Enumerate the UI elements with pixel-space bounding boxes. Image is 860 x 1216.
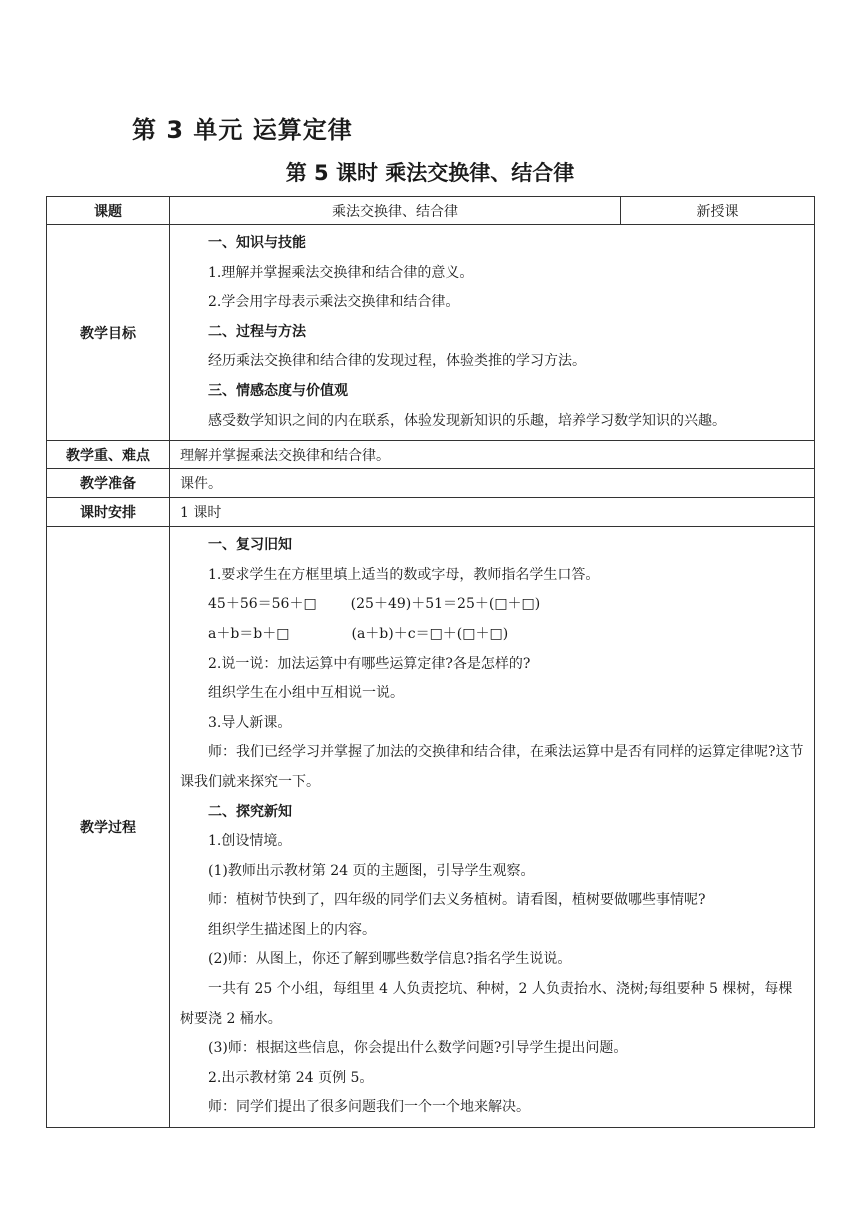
- lesson-title: 第 5 课时 乘法交换律、结合律: [285, 161, 575, 185]
- label-topic: 课题: [47, 197, 170, 225]
- unit-title: 第 3 单元 运算定律: [132, 116, 353, 144]
- goals-heading-1: 一、知识与技能: [208, 235, 306, 251]
- process-line-6: 1.创设情境。: [208, 833, 292, 850]
- process-heading-1: 一、复习旧知: [208, 537, 292, 554]
- process-heading-2: 二、探究新知: [208, 803, 292, 820]
- equation-row-2: [180, 620, 806, 650]
- label-prep: 教学准备: [47, 469, 170, 498]
- equation-2b: (a＋b)＋c＝□＋(□＋□): [351, 625, 509, 642]
- process-line-4: 3.导人新课。: [208, 714, 292, 731]
- process-line-9: 组织学生描述图上的内容。: [208, 921, 376, 938]
- label-process: 教学过程: [47, 527, 170, 1128]
- row-prep: [47, 469, 815, 498]
- label-time: 课时安排: [47, 498, 170, 527]
- process-line-7: (1)教师出示教材第 24 页的主题图，引导学生观察。: [208, 862, 535, 879]
- goals-line-1: 1.理解并掌握乘法交换律和结合律的意义。: [208, 264, 474, 281]
- equation-2a: a＋b＝b＋□: [208, 625, 290, 642]
- goals-line-3: 经历乘法交换律和结合律的发现过程，体验类推的学习方法。: [208, 353, 586, 370]
- label-goals: 教学目标: [47, 225, 170, 441]
- goals-heading-2: 二、过程与方法: [208, 323, 306, 340]
- equation-1a: 45＋56＝56＋□: [208, 596, 317, 613]
- row-topic: [47, 197, 815, 225]
- process-line-14: 师：同学们提出了很多问题我们一个一个地来解决。: [208, 1099, 530, 1116]
- process-line-1: 1.要求学生在方框里填上适当的数或字母，教师指名学生口答。: [208, 566, 600, 583]
- goals-line-4: 感受数学知识之间的内在联系，体验发现新知识的乐趣，培养学习数学知识的兴趣。: [208, 412, 726, 429]
- process-content: [170, 527, 815, 1128]
- row-goals: [47, 225, 815, 441]
- goals-line-2: 2.学会用字母表示乘法交换律和结合律。: [208, 294, 460, 311]
- time-value: 1 课时: [170, 498, 815, 527]
- process-line-12: (3)师：根据这些信息，你会提出什么数学问题?引导学生提出问题。: [208, 1040, 628, 1057]
- process-line-5: 师：我们已经学习并掌握了加法的交换律和结合律，在乘法运算中是否有同样的运算定律呢?这节课我们就来探究一下。: [180, 744, 804, 790]
- key-points-value: 理解并掌握乘法交换律和结合律。: [170, 441, 815, 469]
- process-line-10: (2)师：从图上，你还了解到哪些数学信息?指名学生说说。: [208, 951, 572, 968]
- topic-value: 乘法交换律、结合律: [170, 197, 621, 225]
- process-line-13: 2.出示教材第 24 页例 5。: [208, 1069, 374, 1086]
- process-line-2: 2.说一说：加法运算中有哪些运算定律?各是怎样的?: [208, 655, 531, 672]
- goals-content: [170, 225, 815, 441]
- prep-value: 课件。: [170, 469, 815, 498]
- label-key-points: 教学重、难点: [47, 441, 170, 469]
- process-line-8: 师：植树节快到了，四年级的同学们去义务植树。请看图，植树要做哪些事情呢?: [208, 892, 706, 909]
- row-process: [47, 527, 815, 1128]
- row-time: [47, 498, 815, 527]
- lesson-plan-table: [46, 196, 815, 1128]
- equation-row-1: [180, 590, 806, 620]
- equation-1b: (25＋49)＋51＝25＋(□＋□): [350, 596, 541, 613]
- process-line-11: 一共有 25 个小组，每组里 4 人负责挖坑、种树，2 人负责抬水、浇树;每组要种 5 棵树，每棵树要浇 2 桶水。: [180, 981, 793, 1027]
- process-line-3: 组织学生在小组中互相说一说。: [208, 685, 404, 702]
- lesson-type: 新授课: [621, 197, 815, 225]
- row-key-points: [47, 441, 815, 469]
- goals-heading-3: 三、情感态度与价值观: [208, 382, 348, 399]
